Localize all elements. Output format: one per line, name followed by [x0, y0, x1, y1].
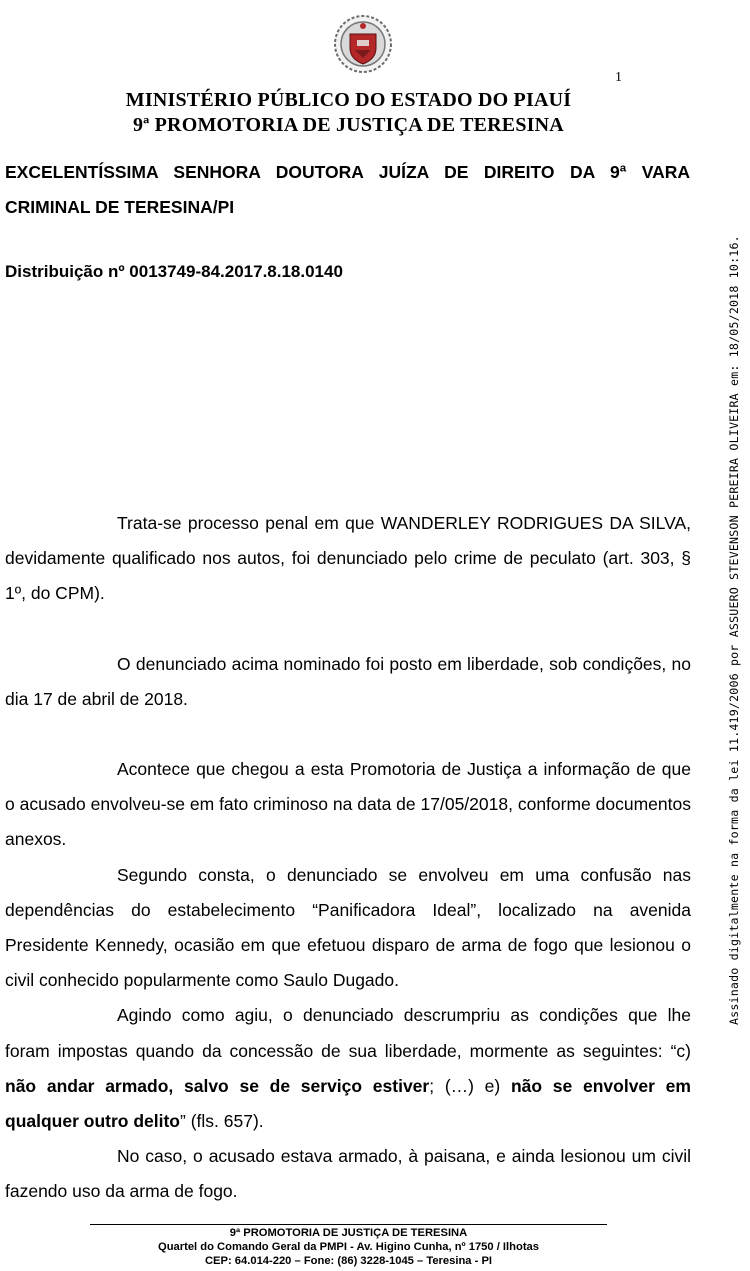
- paragraph-text: Agindo como agiu, o denunciado descrumpriu as condições que lhe foram impostas quando da concessão de sua liberdade, mormente as seguintes: “c): [5, 1005, 691, 1061]
- footer-address: Quartel do Comando Geral da PMPI - Av. Higino Cunha, nº 1750 / Ilhotas: [158, 1241, 539, 1253]
- paragraph: Trata-se processo penal em que WANDERLEY RODRIGUES DA SILVA, devidamente qualificado nos autos, foi denunciado pelo crime de peculato (art. 303, § 1º, do CPM).: [5, 513, 691, 604]
- institution-title: MINISTÉRIO PÚBLICO DO ESTADO DO PIAUÍ: [125, 89, 572, 111]
- office-title: 9ª PROMOTORIA DE JUSTIÇA DE TERESINA: [133, 114, 564, 136]
- paragraph: [5, 998, 691, 1139]
- document-body: [5, 506, 691, 1210]
- footer-contact: CEP: 64.014-220 – Fone: (86) 3228-1045 – Teresina - PI: [204, 1255, 493, 1267]
- footer-divider: [90, 1224, 607, 1225]
- paragraph-text: ” (fls. 657).: [180, 1111, 264, 1132]
- paragraph-text: ; (…) e): [429, 1075, 511, 1096]
- distribution-number: Distribuição nº 0013749-84.2017.8.18.0140: [5, 262, 343, 281]
- page-number: 1: [615, 70, 622, 85]
- digital-signature-stamp: Assinado digitalmente na forma da lei 11.419/2006 por ASSUERO STEVENSON PEREIRA OLIVEIRA em: 18/05/2018 10:16.: [727, 235, 741, 1025]
- condition-c-text: não andar armado, salvo se de serviço estiver: [5, 1075, 430, 1096]
- paragraph: Acontece que chegou a esta Promotoria de Justiça a informação de que o acusado envolveu-se em fato criminoso na data de 17/05/2018, conforme documentos anexos.: [5, 759, 691, 850]
- paragraph: No caso, o acusado estava armado, à paisana, e ainda lesionou um civil fazendo uso da arma de fogo.: [5, 1146, 691, 1202]
- addressee: EXCELENTÍSSIMA SENHORA DOUTORA JUÍZA DE DIREITO DA 9ª VARA CRIMINAL DE TERESINA/PI: [5, 162, 690, 217]
- coat-of-arms-icon: [333, 14, 393, 74]
- condition-e-text: não se envolver em qualquer outro delito: [5, 1075, 691, 1132]
- paragraph: Segundo consta, o denunciado se envolveu em uma confusão nas dependências do estabelecimento “Panificadora Ideal”, localizado na avenida Presidente Kennedy, ocasião em que efetuou disparo de arma de fogo que lesionou o civil conhecido popularmente como Saulo Dugado.: [5, 864, 691, 991]
- paragraph: O denunciado acima nominado foi posto em liberdade, sob condições, no dia 17 de abril de 2018.: [5, 653, 691, 709]
- footer-office: 9ª PROMOTORIA DE JUSTIÇA DE TERESINA: [229, 1227, 468, 1239]
